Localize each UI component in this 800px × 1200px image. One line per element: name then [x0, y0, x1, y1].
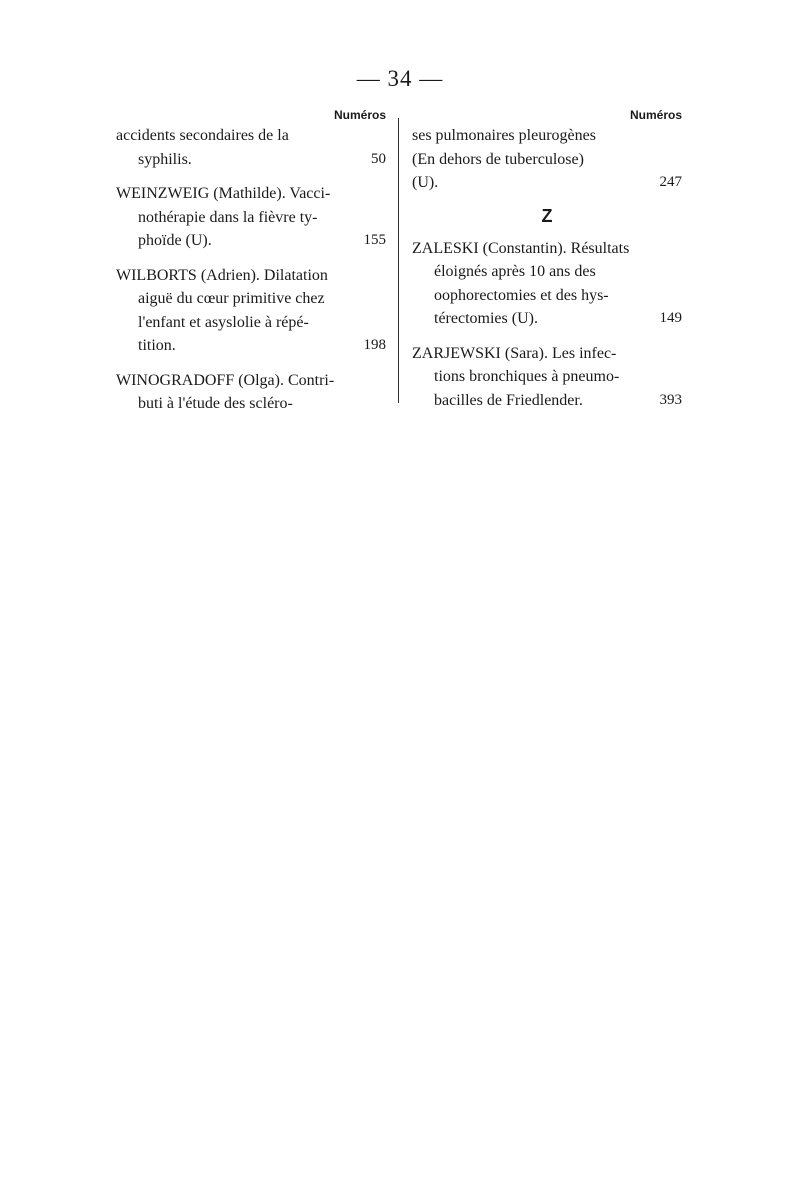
entry-number: 50 [371, 150, 386, 167]
entry-line: accidents secondaires de la [116, 127, 289, 144]
index-entry [412, 342, 682, 413]
entry-line: WINOGRADOFF (Olga). Contri- [116, 371, 335, 389]
entry-line: ZALESKI (Constantin). Résultats [412, 239, 630, 257]
entry-line: nothérapie dans la fièvre ty- [138, 208, 318, 226]
entry-line: ses pulmonaires pleurogènes [412, 127, 596, 144]
index-entry [116, 264, 386, 358]
entry-line: l'enfant et asyslolie à répé- [138, 313, 309, 331]
entry-number: 198 [363, 337, 386, 353]
entry-number: 247 [659, 174, 682, 190]
entry-line: térectomies (U). [434, 310, 538, 327]
entry-line: phoïde (U). [138, 232, 212, 249]
entry-line: tions bronchiques à pneumo- [434, 368, 620, 385]
entry-line: buti à l'étude des scléro- [138, 395, 293, 412]
entry-line: WILBORTS (Adrien). Dilatation [116, 266, 328, 284]
section-letter: Z [541, 205, 553, 226]
index-entry [116, 369, 386, 416]
entry-line: ZARJEWSKI (Sara). Les infec- [412, 344, 617, 362]
column-header: Numéros [333, 108, 386, 122]
entry-line: oophorectomies et des hys- [434, 286, 609, 304]
entry-number: 149 [659, 310, 682, 326]
entry-line: bacilles de Friedlender. [434, 391, 583, 409]
entry-line: tition. [138, 337, 176, 354]
index-entry [116, 124, 386, 171]
entry-line: (En dehors de tuberculose) [412, 150, 584, 168]
right-column [412, 108, 682, 423]
entry-line: (U). [412, 174, 439, 191]
index-entry [116, 182, 386, 253]
left-column [116, 108, 386, 427]
entry-number: 393 [659, 391, 682, 408]
entry-line: syphilis. [138, 150, 192, 168]
entry-line: éloignés après 10 ans des [434, 263, 596, 280]
index-entry [412, 124, 682, 195]
column-header: Numéros [629, 108, 682, 122]
entry-number: 155 [363, 232, 386, 248]
page-number: — 34 — [356, 66, 444, 91]
entry-line: aiguë du cœur primitive chez [138, 290, 325, 307]
entry-line: WEINZWEIG (Mathilde). Vacci- [116, 185, 331, 202]
index-entry [412, 237, 682, 331]
column-divider [398, 118, 399, 403]
